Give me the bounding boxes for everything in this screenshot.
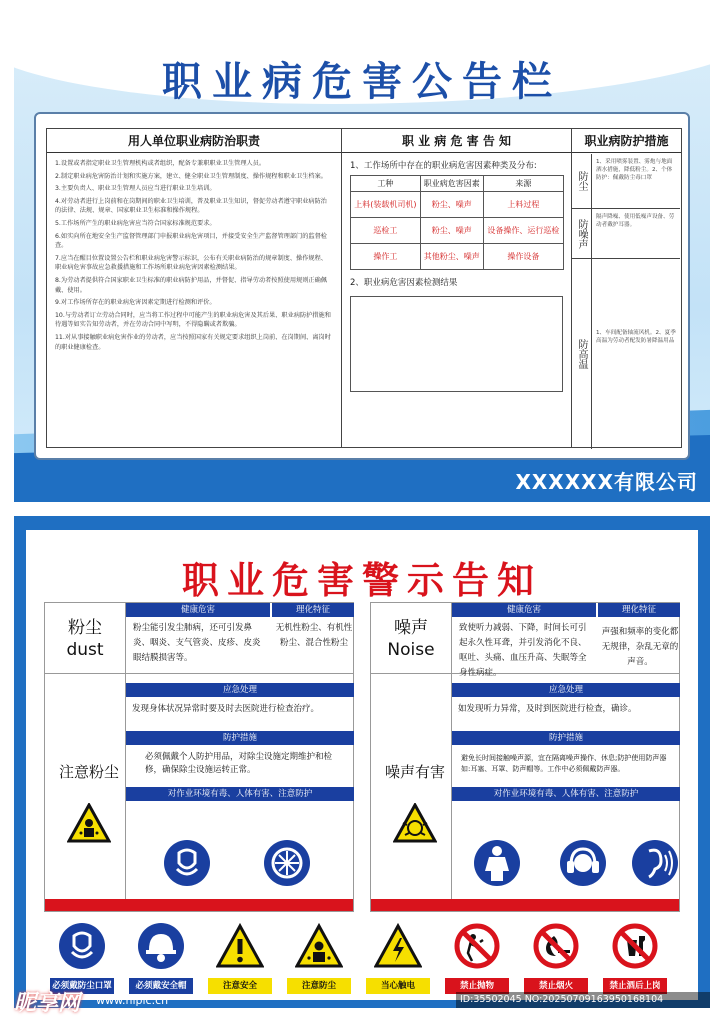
watermark-id: ID:35502045 NO:20250709163950168104	[456, 992, 710, 1008]
warning-caption: 噪声有害	[384, 763, 445, 781]
safety-sign	[208, 922, 272, 996]
protection-text: 避免长时间接触噪声源，宜在隔离噪声操作、休息;防护使用防声器如:耳塞、耳罩、防声帽等。工作中必须佩戴防声器。	[461, 754, 667, 773]
ventilation-mandatory-icon	[263, 839, 311, 887]
duties-list	[47, 153, 341, 361]
protection-row	[572, 259, 680, 449]
table-row	[351, 244, 564, 270]
protection-row	[572, 209, 680, 259]
protection-text: 1、采用喷雾装置、雾炮与地面洒水措施，降低粉尘。2、个体防护：佩戴防尘毒口罩	[596, 159, 673, 181]
table-cell: 粉尘、噪声	[420, 218, 483, 244]
environment-header: 对作业环境有毒、人体有害、注意防护	[126, 787, 354, 801]
health-text: 粉尘能引发尘肺病，还可引发鼻炎、咽炎、支气管炎、皮疹、皮炎眼结膜损害等。	[133, 623, 261, 663]
no-throwing-icon	[453, 922, 501, 970]
duty-item: 10.与劳动者订立劳动合同时，应当将工作过程中可能产生的职业病危害及其后果、职业病防护措施和待遇等如实告知劳动者，并在劳动合同中写明，不得隐瞒或者欺骗。	[55, 311, 331, 329]
protection-row	[572, 154, 680, 209]
table-cell: 其他粉尘、噪声	[420, 244, 483, 270]
dust-hazard-card	[44, 602, 354, 912]
employer-duties-column	[46, 128, 342, 448]
mask-mandatory-icon	[163, 839, 211, 887]
safety-sign	[366, 922, 430, 996]
emergency-header: 应急处理	[126, 683, 354, 697]
helmet-icon	[137, 922, 185, 970]
environment-header: 对作业环境有毒、人体有害、注意防护	[452, 787, 680, 801]
mask-icon	[58, 922, 106, 970]
electric-icon	[374, 922, 422, 970]
red-stripe	[371, 899, 679, 911]
safety-sign	[524, 922, 588, 996]
property-header: 理化特征	[598, 603, 680, 617]
table-cell: 操作设备	[483, 244, 563, 270]
emergency-header: 应急处理	[452, 683, 680, 697]
safety-sign-label: 注意安全	[208, 978, 272, 994]
duty-item: 3.主要负责人、职业卫生管理人员应当进行职业卫生培训。	[55, 185, 216, 193]
hazard-notice-column	[342, 128, 572, 448]
safety-sign-label: 禁止抛物	[445, 978, 509, 994]
table-cell: 上料(装载机司机)	[351, 192, 421, 218]
no-fire-icon	[532, 922, 580, 970]
safety-sign-label: 禁止烟火	[524, 978, 588, 994]
table-row	[351, 192, 564, 218]
protective-suit-mandatory-icon	[473, 839, 521, 887]
duty-item: 8.为劳动者提供符合国家职业卫生标准的职业病防护用品，并督促、指导劳动者按照使用规则正确佩戴、使用。	[55, 276, 327, 294]
table-cell: 设备操作、运行巡检	[483, 218, 563, 244]
duty-item: 5.工作场所产生的职业病危害应当符合国家标准规范要求。	[55, 219, 216, 227]
warning-panel	[26, 530, 698, 1000]
duty-item: 2.制定职业病危害防治计划和实施方案，建立、健全职业卫生管理制度、操作规程和职业卫生档案。	[55, 172, 327, 180]
safety-sign-label: 禁止酒后上岗	[603, 978, 667, 994]
table-row	[351, 218, 564, 244]
protection-text: 必须佩戴个人防护用品，对除尘设施定期维护和检修，确保除尘设施运转正常。	[145, 752, 333, 775]
safety-sign	[445, 922, 509, 996]
dust-icon	[295, 922, 343, 970]
property-text: 声强和频率的变化都无规律，杂乱无章的声音。	[601, 627, 679, 667]
exclamation-icon	[216, 922, 264, 970]
occupational-disease-bulletin-board	[14, 14, 710, 502]
duty-item: 6.如实向所在地安全生产监督管理部门申报职业病危害项目，并接受安全生产监督管理部门的监督检查。	[55, 232, 327, 250]
company-name: XXXXXX有限公司	[515, 470, 698, 494]
safety-sign-label: 注意防尘	[287, 978, 351, 994]
detection-results-label: 2、职业病危害因素检测结果	[350, 278, 458, 288]
noise-warning-icon	[393, 803, 437, 843]
watermark-brand: 昵享网	[14, 991, 81, 1016]
hazard-name-en: Noise	[387, 640, 435, 660]
protection-header: 防护措施	[126, 731, 354, 745]
health-header: 健康危害	[452, 603, 596, 617]
table-cell: 操作工	[351, 244, 421, 270]
watermark-site: www.nipic.cn	[96, 994, 169, 1007]
hazard-name-cn: 粉尘	[68, 618, 102, 638]
table-cell: 上料过程	[483, 192, 563, 218]
table-header-cell: 职业病危害因素	[420, 176, 483, 192]
warning-title: 职业危害警示告知	[182, 559, 542, 602]
health-text: 致使听力减弱、下降，时间长可引起永久性耳聋，并引发消化不良、呕吐、头痛、血压升高、失眠等全身性病症。	[459, 623, 587, 678]
table-cell: 巡检工	[351, 218, 421, 244]
safety-sign	[603, 922, 667, 996]
detection-results-box	[350, 296, 563, 392]
duty-item: 9.对工作场所存在的职业病危害因素定期进行检测和评价。	[55, 299, 216, 307]
safety-sign-label: 必须戴安全帽	[129, 978, 193, 994]
emergency-text: 发现身体状况异常时要及时去医院进行检查治疗。	[132, 704, 320, 714]
hazard-table	[350, 175, 564, 270]
hazard-name	[45, 603, 125, 673]
protection-text: 1、车间配备轴流风机。2、夏季高温为劳动者配发防暑降温用品	[596, 330, 676, 344]
table-header-cell: 工种	[351, 176, 421, 192]
property-text: 无机性粉尘、有机性粉尘、混合性粉尘	[275, 623, 353, 648]
column-heading: 用人单位职业病防治职责	[47, 129, 341, 153]
protection-measures-column	[572, 128, 682, 448]
bulletin-panel	[34, 112, 690, 460]
duty-item: 1.设置或者指定职业卫生管理机构或者组织，配备专兼职职业卫生管理人员。	[55, 160, 266, 167]
hazard-name-en: dust	[66, 640, 104, 660]
red-stripe	[45, 899, 353, 911]
safety-sign-label: 必须戴防尘口罩	[50, 978, 114, 994]
no-drinking-icon	[611, 922, 659, 970]
property-header: 理化特征	[272, 603, 354, 617]
bulletin-title: 职业病危害公告栏	[162, 59, 562, 105]
safety-sign	[129, 922, 193, 996]
protection-category: 防噪声	[572, 209, 592, 258]
hazard-name	[371, 603, 451, 673]
protection-header: 防护措施	[452, 731, 680, 745]
safety-sign	[287, 922, 351, 996]
safety-sign-label: 当心触电	[366, 978, 430, 994]
noise-hazard-card	[370, 602, 680, 912]
protection-category: 防高温	[572, 259, 592, 449]
dust-warning-icon	[67, 803, 111, 843]
table-header-cell: 来源	[483, 176, 563, 192]
column-heading: 职业病防护措施	[572, 129, 681, 153]
protection-text: 隔声降噪、使用低噪声设备、劳动者戴护耳器。	[596, 214, 675, 228]
hazard-distribution-label: 1、工作场所中存在的职业病危害因素种类及分布:	[350, 161, 537, 171]
emergency-text: 如发现听力异常，及时到医院进行检查，确诊。	[458, 704, 637, 714]
duty-item: 11.对从事接触职业病危害作业的劳动者，应当按照国家有关规定要求组织上岗前、在岗期间、离岗时的职业健康检查。	[55, 333, 331, 351]
ear-muffs-mandatory-icon	[559, 839, 607, 887]
warning-caption: 注意粉尘	[58, 763, 119, 781]
safety-sign	[50, 922, 114, 996]
table-cell: 粉尘、噪声	[420, 192, 483, 218]
hazard-name-cn: 噪声	[394, 618, 428, 638]
hazard-warning-board	[14, 516, 710, 1008]
ear-plug-mandatory-icon	[631, 839, 679, 887]
health-header: 健康危害	[126, 603, 270, 617]
duty-item: 4.对劳动者进行上岗前和在岗期间的职业卫生培训，普及职业卫生知识，督促劳动者遵守职业病防治的法律、法规、规章、国家职业卫生标准和操作规程。	[55, 197, 327, 215]
protection-category: 防尘	[572, 154, 592, 208]
column-heading: 职 业 病 危 害 告 知	[342, 129, 571, 153]
duty-item: 7.应当在醒目位置设置公告栏和职业病危害警示标识，公布有关职业病防治的规章制度、操作规程、职业病危害事故应急救援措施和工作场所职业病危害因素检测结果。	[55, 254, 327, 272]
